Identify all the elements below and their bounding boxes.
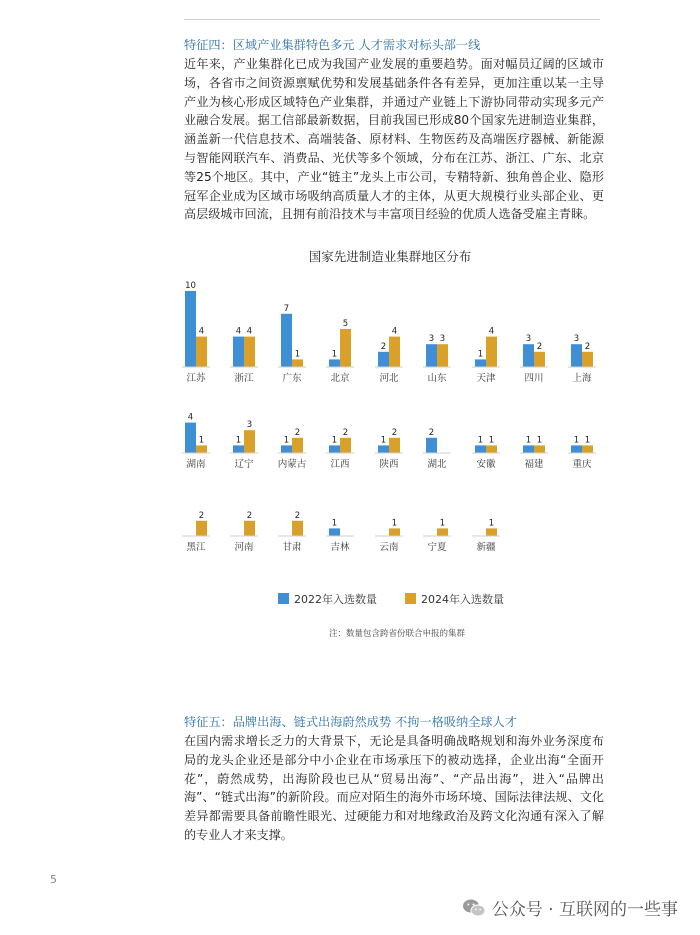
bar-2022-四川 (523, 344, 534, 367)
category-label-北京: 北京 (330, 373, 350, 384)
bar-2024-山东 (437, 344, 448, 367)
category-label-辽宁: 辽宁 (234, 459, 254, 470)
bar-2024-甘肃 (292, 521, 303, 536)
value-label-2022-内蒙古: 1 (283, 435, 290, 446)
category-label-新疆: 新疆 (476, 542, 496, 553)
category-label-内蒙古: 内蒙古 (277, 459, 307, 470)
bar-2022-北京 (329, 359, 340, 367)
wechat-icon (462, 898, 486, 918)
value-label-2024-重庆: 1 (584, 435, 591, 446)
value-label-2024-湖南: 1 (198, 435, 205, 446)
value-label-2022-陕西: 1 (380, 435, 387, 446)
value-label-2024-山东: 3 (439, 334, 446, 345)
watermark-text: 公众号 · 互联网的一些事 (491, 900, 678, 920)
category-label-四川: 四川 (524, 373, 544, 384)
section-five-title: 特征五：品牌出海、链式出海蔚然成势 不拘一格吸纳全球人才 (184, 715, 517, 729)
value-label-2022-四川: 3 (525, 334, 532, 345)
value-label-2022-辽宁: 1 (235, 435, 242, 446)
value-label-2024-广东: 1 (294, 349, 301, 360)
bar-2022-江苏 (185, 291, 196, 367)
bar-2024-广东 (292, 359, 303, 367)
bar-2024-辽宁 (244, 430, 255, 453)
category-label-河北: 河北 (379, 373, 399, 384)
category-label-云南: 云南 (379, 542, 399, 553)
value-label-2024-上海: 2 (584, 341, 591, 352)
bar-2022-福建 (523, 445, 534, 453)
value-label-2024-辽宁: 3 (246, 420, 253, 431)
value-label-2024-江西: 2 (342, 427, 349, 438)
bar-2024-河南 (244, 521, 255, 536)
category-label-浙江: 浙江 (234, 373, 254, 384)
bar-2024-北京 (340, 329, 351, 367)
value-label-2022-北京: 1 (331, 349, 338, 360)
value-label-2024-内蒙古: 2 (294, 427, 301, 438)
value-label-2022-江苏: 10 (185, 281, 196, 291)
value-label-2024-天津: 4 (488, 326, 495, 337)
category-label-福建: 福建 (524, 459, 544, 470)
category-label-重庆: 重庆 (572, 459, 592, 470)
value-label-2022-山东: 3 (428, 334, 435, 345)
value-label-2022-浙江: 4 (235, 326, 242, 337)
bar-2024-安徽 (486, 445, 497, 453)
page-number: 5 (50, 873, 57, 886)
bar-2024-四川 (534, 352, 545, 367)
bar-2022-湖北 (426, 438, 437, 453)
value-label-2024-云南: 1 (391, 518, 398, 529)
bar-2024-江苏 (196, 337, 207, 367)
value-label-2024-北京: 5 (342, 319, 349, 329)
bar-2022-安徽 (475, 445, 486, 453)
bar-2024-福建 (534, 445, 545, 453)
bar-2022-广东 (281, 314, 292, 367)
value-label-2022-河北: 2 (380, 341, 387, 352)
bar-2022-重庆 (571, 445, 582, 453)
bar-2024-陕西 (389, 438, 400, 453)
bar-2022-上海 (571, 344, 582, 367)
bar-2024-重庆 (582, 445, 593, 453)
legend-label-2022: 2022年入选数量 (294, 593, 377, 606)
value-label-2022-湖北: 2 (428, 427, 435, 438)
bar-2022-江西 (329, 445, 340, 453)
value-label-2022-吉林: 1 (331, 518, 338, 529)
bar-2022-浙江 (233, 337, 244, 367)
bar-2022-天津 (475, 359, 486, 367)
watermark (462, 895, 678, 920)
bar-2024-浙江 (244, 337, 255, 367)
bar-2024-宁夏 (437, 528, 448, 536)
value-label-2022-天津: 1 (477, 349, 484, 360)
chart-legend (278, 592, 504, 606)
bar-2022-吉林 (329, 528, 340, 536)
section-four-text: 近年来，产业集群化已成为我国产业发展的重要趋势。面对幅员辽阔的区域市场，各省市之间资源禀赋优势和发展基础条件各有差异，更加注重以某一主导产业为核心形成区域特色产业集群，并通过产业链上下游协同带动实现多元产业融合发展。据工信部最新数据，目前我国已形成80个国家先进制造业集群，涵盖新一代信息技术、高端装备、原材料、生物医药及高端医疗器械、新能源与智能网联汽车、消费品、光伏等多个领域，分布在江苏、浙江、广东、北京等25个地区。其中，产业“链主”龙头上市公司，专精特新、独角兽企业、隐形冠军企业成为区域市场吸纳高质量人才的主体，从更大规模行业头部企业、更高层级城市回流，且拥有前沿技术与丰富项目经验的优质人选备受雇主青睐。 (184, 57, 604, 222)
legend-label-2024: 2024年入选数量 (421, 593, 504, 606)
value-label-2024-新疆: 1 (488, 518, 495, 529)
value-label-2024-江苏: 4 (198, 326, 205, 337)
category-label-上海: 上海 (572, 373, 592, 384)
category-label-吉林: 吉林 (330, 542, 350, 553)
bar-2022-河北 (378, 352, 389, 367)
bar-2024-河北 (389, 337, 400, 367)
category-label-江西: 江西 (330, 459, 350, 470)
category-label-陕西: 陕西 (379, 459, 399, 470)
legend-swatch-2024 (405, 593, 416, 604)
value-label-2024-福建: 1 (536, 435, 543, 446)
section-four-title: 特征四：区域产业集群特色多元 人才需求对标头部一线 (184, 38, 481, 52)
category-label-天津: 天津 (476, 373, 496, 384)
category-label-广东: 广东 (282, 373, 302, 384)
value-label-2024-陕西: 2 (391, 427, 398, 438)
value-label-2024-黑江: 2 (198, 510, 205, 521)
category-label-湖南: 湖南 (186, 459, 206, 470)
bar-2024-江西 (340, 438, 351, 453)
bar-2022-湖南 (185, 423, 196, 453)
value-label-2022-福建: 1 (525, 435, 532, 446)
category-label-安徽: 安徽 (476, 459, 496, 470)
value-label-2024-甘肃: 2 (294, 510, 301, 521)
bar-2022-山东 (426, 344, 437, 367)
value-label-2022-江西: 1 (331, 435, 338, 446)
value-label-2024-河南: 2 (246, 510, 253, 521)
value-label-2024-浙江: 4 (246, 326, 253, 337)
legend-swatch-2022 (278, 593, 289, 604)
bar-2024-新疆 (486, 528, 497, 536)
value-label-2024-四川: 2 (536, 341, 543, 352)
bar-2024-湖南 (196, 445, 207, 453)
value-label-2024-安徽: 1 (488, 435, 495, 446)
value-label-2022-安徽: 1 (477, 435, 484, 446)
bar-2024-黑江 (196, 521, 207, 536)
value-label-2022-湖南: 4 (187, 412, 194, 423)
bar-2024-天津 (486, 337, 497, 367)
value-label-2022-重庆: 1 (573, 435, 580, 446)
category-label-山东: 山东 (427, 373, 447, 384)
category-label-黑江: 黑江 (186, 542, 206, 553)
bar-2024-云南 (389, 528, 400, 536)
category-label-宁夏: 宁夏 (427, 542, 447, 553)
section-five-text: 在国内需求增长乏力的大背景下，无论是具备明确战略规划和海外业务深度布局的龙头企业还是部分中小企业在市场承压下的被动选择，企业出海“全面开花”，蔚然成势，出海阶段也已从“贸易出海”、“产品出海”，进入“品牌出海”、“链式出海”的新阶段。而应对陌生的海外市场环境、国际法律法规、文化差异都需要具备前瞻性眼光、过硬能力和对地缘政治及跨文化沟通有深入了解的专业人才来支撑。 (184, 734, 604, 842)
value-label-2022-广东: 7 (283, 303, 290, 314)
bar-2024-上海 (582, 352, 593, 367)
category-label-湖北: 湖北 (427, 459, 447, 470)
chart-note: 注：数量包含跨省份联合申报的集群 (328, 629, 466, 639)
bar-2022-内蒙古 (281, 445, 292, 453)
value-label-2022-上海: 3 (573, 334, 580, 345)
section-five-paragraph (184, 732, 604, 845)
bar-2022-辽宁 (233, 445, 244, 453)
category-label-河南: 河南 (234, 542, 254, 553)
bar-2024-内蒙古 (292, 438, 303, 453)
category-label-江苏: 江苏 (186, 373, 206, 384)
value-label-2024-宁夏: 1 (439, 518, 446, 529)
value-label-2024-河北: 4 (391, 326, 398, 337)
bar-2022-陕西 (378, 445, 389, 453)
chart-title: 国家先进制造业集群地区分布 (308, 249, 472, 264)
category-label-甘肃: 甘肃 (282, 542, 302, 553)
